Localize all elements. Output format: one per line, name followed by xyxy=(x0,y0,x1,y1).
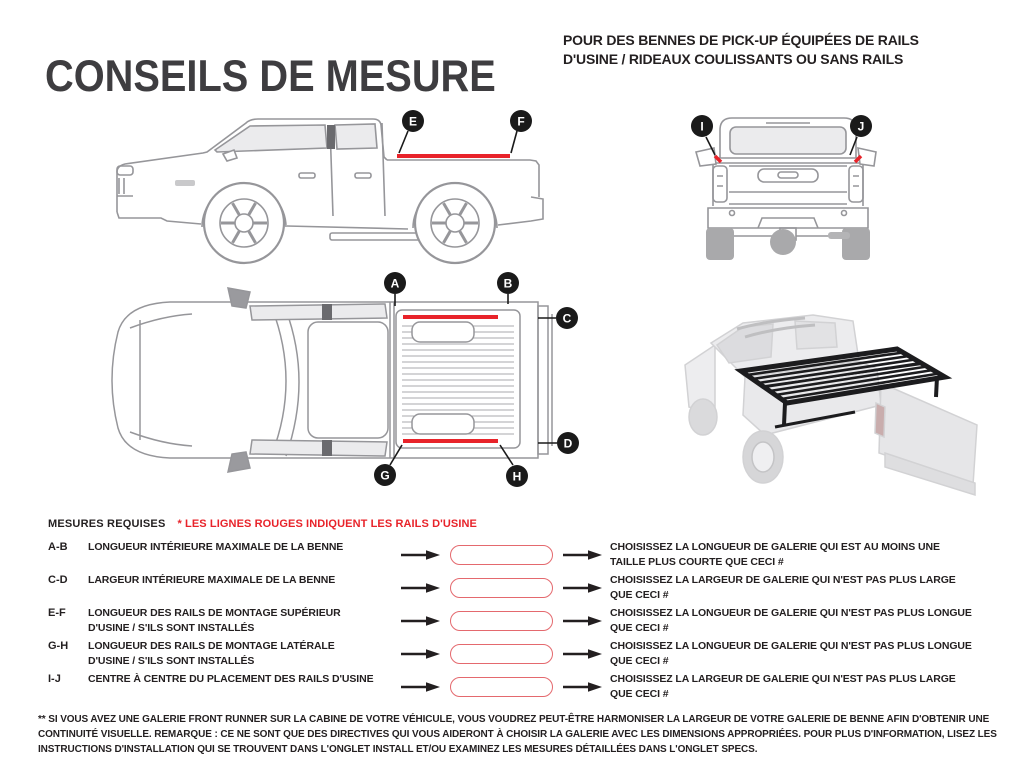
truck-bed-rack-render xyxy=(645,285,1024,500)
measure-row-cd xyxy=(48,573,1024,603)
measure-row-gh xyxy=(48,639,1024,669)
svg-text:C: C xyxy=(562,311,572,326)
svg-text:E: E xyxy=(408,114,418,129)
measure-label: LONGUEUR DES RAILS DE MONTAGE LATÉRALE D'USINE / S'ILS SONT INSTALLÉS xyxy=(88,640,335,667)
svg-text:I: I xyxy=(700,119,704,134)
page-title: CONSEILS DE MESURE xyxy=(45,51,496,102)
measure-value-field xyxy=(450,644,553,664)
measure-result: CHOISISSEZ LA LONGUEUR DE GALERIE QUI N'EST PAS PLUS LONGUE QUE CECI # xyxy=(610,640,972,667)
arrow-right-icon xyxy=(562,582,602,594)
required-measures-section xyxy=(48,518,1024,705)
measure-marker-h xyxy=(500,445,528,487)
measure-marker-f xyxy=(510,110,532,153)
measure-result: CHOISISSEZ LA LARGEUR DE GALERIE QUI N'EST PAS PLUS LARGE QUE CECI # xyxy=(610,574,956,601)
measure-marker-a xyxy=(384,272,406,306)
arrow-right-icon xyxy=(562,648,602,660)
measures-heading: MESURES REQUISES xyxy=(48,518,166,530)
arrow-right-icon xyxy=(400,582,440,594)
measure-label: LARGEUR INTÉRIEURE MAXIMALE DE LA BENNE xyxy=(88,574,336,586)
measure-code: G-H xyxy=(48,640,69,652)
arrow-right-icon xyxy=(400,549,440,561)
subtitle-line: POUR DES BENNES DE PICK-UP ÉQUIPÉES DE RAILS xyxy=(563,32,919,48)
measure-code: C-D xyxy=(48,574,68,586)
measure-row-ij xyxy=(48,672,1024,702)
svg-text:A: A xyxy=(390,276,400,291)
svg-text:D: D xyxy=(563,436,573,451)
arrow-right-icon xyxy=(400,681,440,693)
truck-top-view-illustration xyxy=(100,268,600,493)
footnote-line: CONTINUITÉ VISUELLE. REMARQUE : CE NE SONT QUE DES DIRECTIVES QUI VOUS AIDERONT À CHOISIR LA GALERIE AVEC LES DIMENSIONS APPROPRIÉES. POUR PLUS D'INFORMATION, LISEZ LES xyxy=(38,729,997,740)
measure-row-ef xyxy=(48,606,1024,636)
arrow-right-icon xyxy=(562,681,602,693)
truck-rear-view-illustration xyxy=(662,100,892,265)
measure-label: CENTRE À CENTRE DU PLACEMENT DES RAILS D'USINE xyxy=(88,673,374,685)
measure-code: A-B xyxy=(48,541,68,553)
svg-text:B: B xyxy=(503,276,513,291)
measure-result: CHOISISSEZ LA LARGEUR DE GALERIE QUI N'EST PAS PLUS LARGE QUE CECI # xyxy=(610,673,956,700)
measure-value-field xyxy=(450,611,553,631)
svg-text:F: F xyxy=(517,114,525,129)
measure-result: CHOISISSEZ LA LONGUEUR DE GALERIE QUI EST AU MOINS UNE TAILLE PLUS COURTE QUE CECI # xyxy=(610,541,940,568)
measure-value-field xyxy=(450,578,553,598)
arrow-right-icon xyxy=(400,615,440,627)
measure-marker-d xyxy=(538,432,579,454)
measure-marker-e xyxy=(399,110,424,153)
arrow-right-icon xyxy=(562,549,602,561)
measure-value-field xyxy=(450,545,553,565)
footnote xyxy=(38,712,1024,757)
truck-side-view-illustration xyxy=(103,100,558,268)
arrow-right-icon xyxy=(562,615,602,627)
measure-code: E-F xyxy=(48,607,66,619)
svg-text:G: G xyxy=(380,468,390,483)
measure-result: CHOISISSEZ LA LONGUEUR DE GALERIE QUI N'EST PAS PLUS LONGUE QUE CECI # xyxy=(610,607,972,634)
measure-label: LONGUEUR DES RAILS DE MONTAGE SUPÉRIEUR D'USINE / S'ILS SONT INSTALLÉS xyxy=(88,607,341,634)
measure-row-ab xyxy=(48,540,1024,570)
arrow-right-icon xyxy=(400,648,440,660)
red-lines-note: * LES LIGNES ROUGES INDIQUENT LES RAILS D'USINE xyxy=(177,518,477,530)
svg-text:H: H xyxy=(512,469,522,484)
footnote-line: INSTRUCTIONS D'INSTALLATION QUI SE TROUVENT DANS L'ONGLET INSTALL ET/OU EXAMINEZ LES MESURES DÉTAILLÉES DANS L'ONGLET SPECS. xyxy=(38,744,758,755)
measure-value-field xyxy=(450,677,553,697)
measure-code: I-J xyxy=(48,673,61,685)
subtitle-line: D'USINE / RIDEAUX COULISSANTS OU SANS RAILS xyxy=(563,51,904,67)
measure-marker-b xyxy=(497,272,519,304)
measure-marker-c xyxy=(538,307,578,329)
measure-label: LONGUEUR INTÉRIEURE MAXIMALE DE LA BENNE xyxy=(88,541,344,553)
svg-text:J: J xyxy=(857,119,865,134)
footnote-line: ** SI VOUS AVEZ UNE GALERIE FRONT RUNNER SUR LA CABINE DE VOTRE VÉHICULE, VOUS VOUDREZ PEUT-ÊTRE HARMONISER LA LARGEUR DE VOTRE GALERIE DE BENNE AFIN D'OBTENIR UNE xyxy=(38,714,990,725)
measure-marker-i xyxy=(691,115,715,155)
page-subtitle xyxy=(563,31,919,69)
